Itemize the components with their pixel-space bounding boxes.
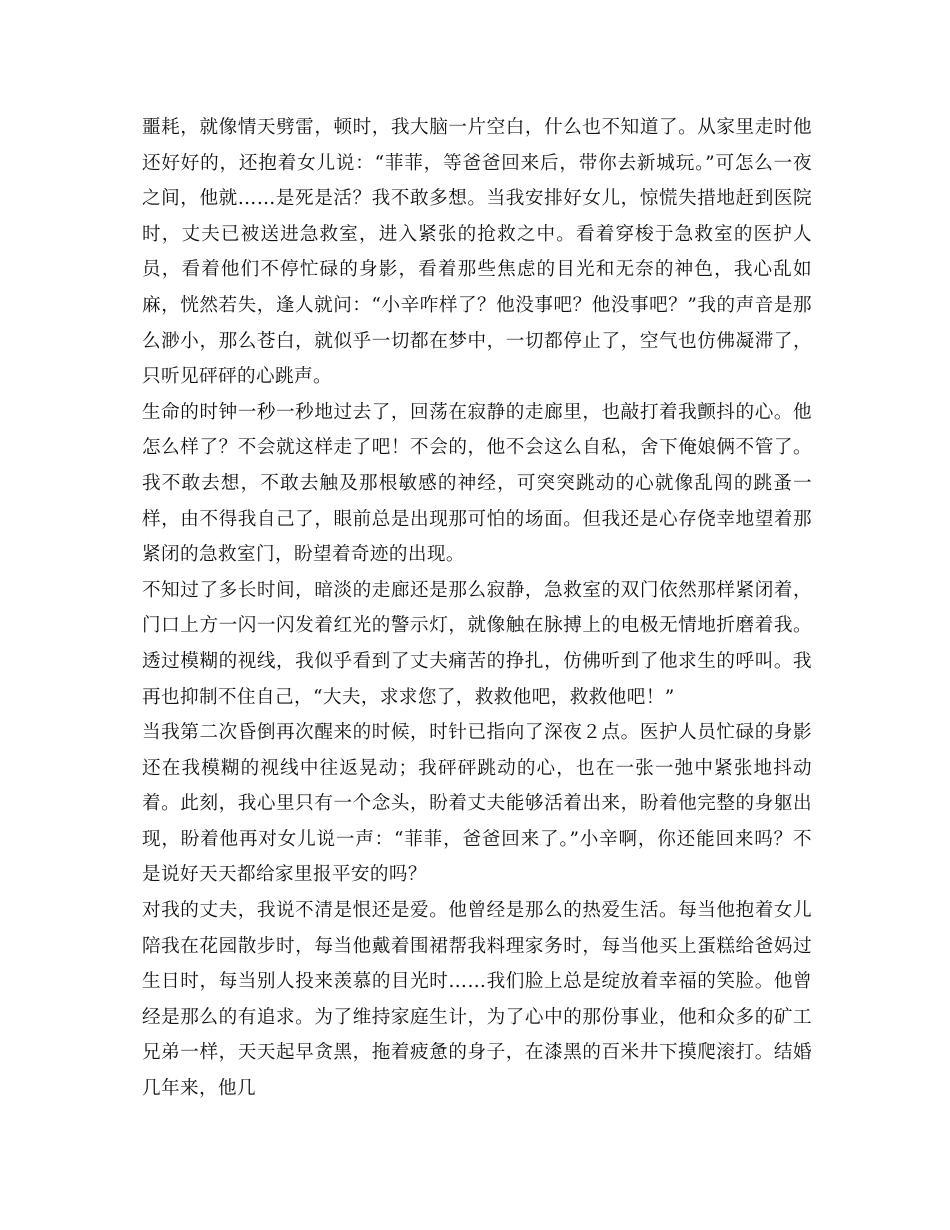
document-body	[142, 110, 812, 1107]
paragraph-3: 不知过了多长时间，暗淡的走廊还是那么寂静，急救室的双门依然那样紧闭着，门口上方一闪一闪发着红光的警示灯，就像触在脉搏上的电极无情地折磨着我。透过模糊的视线，我似乎看到了丈夫痛苦的挣扎，仿佛听到了他求生的呼叫。我再也抑制不住自己，“大夫，求求您了，救救他吧，救救他吧！”	[142, 579, 812, 708]
paragraph-4: 当我第二次昏倒再次醒来的时候，时针已指向了深夜２点。医护人员忙碌的身影还在我模糊的视线中往返晃动；我砰砰跳动的心，也在一张一弛中紧张地抖动着。此刻，我心里只有一个念头，盼着丈夫能够活着出来，盼着他完整的身躯出现，盼着他再对女儿说一声：“菲菲，爸爸回来了。”小辛啊，你还能回来吗？不是说好天天都给家里报平安的吗？	[142, 722, 812, 886]
paragraph-1: 噩耗，就像情天劈雷，顿时，我大脑一片空白，什么也不知道了。从家里走时他还好好的，还抱着女儿说：“菲菲，等爸爸回来后，带你去新城玩。”可怎么一夜之间，他就……是死是活？我不敢多想。当我安排好女儿，惊慌失措地赶到医院时，丈夫已被送进急救室，进入紧张的抢救之中。看着穿梭于急救室的医护人员，看着他们不停忙碌的身影，看着那些焦虑的目光和无奈的神色，我心乱如麻，恍然若失，逢人就问：“小辛咋样了？他没事吧？他没事吧？”我的声音是那么渺小，那么苍白，就似乎一切都在梦中，一切都停止了，空气也仿佛凝滞了，只听见砰砰的心跳声。	[142, 117, 812, 388]
paragraph-2: 生命的时钟一秒一秒地过去了，回荡在寂静的走廊里，也敲打着我颤抖的心。他怎么样了？不会就这样走了吧！不会的，他不会这么自私，舍下俺娘俩不管了。我不敢去想，不敢去触及那根敏感的神经，可突突跳动的心就像乱闯的跳蚤一样，由不得我自己了，眼前总是出现那可怕的场面。但我还是心存侥幸地望着那紧闭的急救室门，盼望着奇迹的出现。	[142, 401, 812, 566]
paragraph-5: 对我的丈夫，我说不清是恨还是爱。他曾经是那么的热爱生活。每当他抱着女儿陪我在花园散步时，每当他戴着围裙帮我料理家务时，每当他买上蛋糕给爸妈过生日时，每当别人投来羡慕的目光时……我们脸上总是绽放着幸福的笑脸。他曾经是那么的有追求。为了维持家庭生计，为了心中的那份事业，他和众多的矿工兄弟一样，天天起早贪黑，拖着疲惫的身子，在漆黑的百米井下摸爬滚打。结婚几年来，他几	[142, 900, 812, 1100]
